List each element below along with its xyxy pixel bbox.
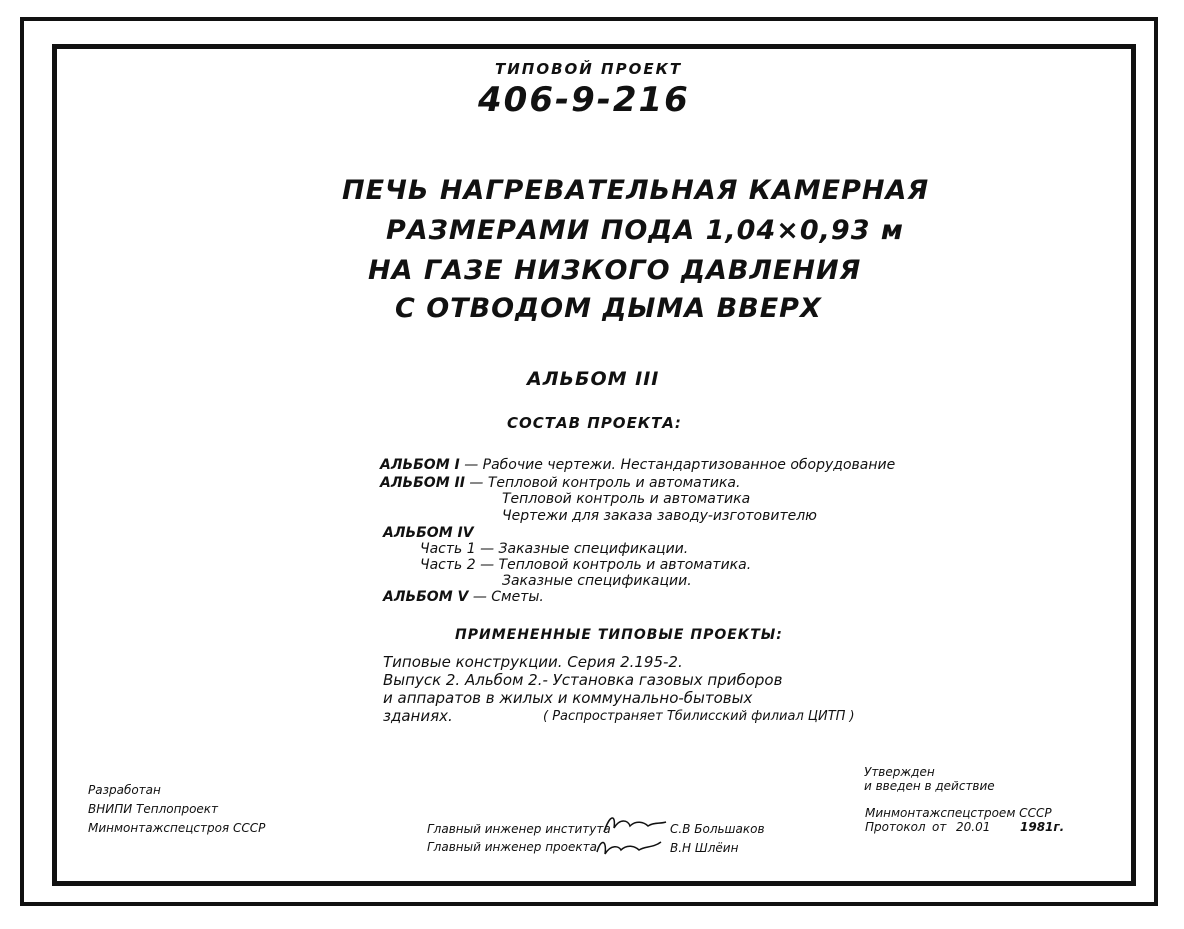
approved-label: Утвержден <box>864 765 935 779</box>
project-number: 406-9-216 <box>478 80 690 120</box>
title-line-4: С ОТВОДОМ ДЫМА ВВЕРХ <box>395 293 822 324</box>
list-item-label: АЛЬБОМ IV <box>383 525 474 541</box>
developed-label: Разработан <box>88 783 161 797</box>
applied-line: Выпуск 2. Альбом 2.- Установка газовых приборов <box>383 671 783 689</box>
list-item-text: Чертежи для заказа заводу-изготовителю <box>502 508 817 524</box>
list-item-label: Часть 2 <box>420 557 476 573</box>
composition-heading: СОСТАВ ПРОЕКТА: <box>507 414 682 432</box>
list-item <box>380 457 895 473</box>
chief-project-label: Главный инженер проекта <box>427 840 597 854</box>
protocol-date-prefix: от <box>932 820 947 834</box>
list-item <box>502 491 750 507</box>
title-line-2: РАЗМЕРАМИ ПОДА 1,04×0,93 м <box>386 215 904 246</box>
list-item-text: Заказные спецификации. <box>502 573 692 589</box>
list-item <box>383 589 544 605</box>
protocol-date: 20.01 <box>956 820 991 834</box>
chief-project-name: В.Н Шлёин <box>670 841 739 855</box>
list-item <box>380 475 740 491</box>
list-item <box>502 573 692 589</box>
signature-mark <box>593 832 665 860</box>
applied-projects-heading: ПРИМЕНЕННЫЕ ТИПОВЫЕ ПРОЕКТЫ: <box>455 627 783 643</box>
project-type-label: ТИПОВОЙ ПРОЕКТ <box>495 60 683 78</box>
developer-org: ВНИПИ Теплопроект <box>88 802 219 816</box>
title-line-1: ПЕЧЬ НАГРЕВАТЕЛЬНАЯ КАМЕРНАЯ <box>342 175 930 206</box>
list-item-text: — Сметы. <box>472 589 544 605</box>
applied-line: зданиях. <box>383 707 453 725</box>
chief-institute-name: С.В Большаков <box>670 822 765 836</box>
list-item-label: АЛЬБОМ I <box>380 457 460 473</box>
applied-line: и аппаратов в жилых и коммунально-бытовых <box>383 689 753 707</box>
list-item-text: Тепловой контроль и автоматика <box>502 491 751 507</box>
list-item <box>420 557 751 573</box>
developer-ministry: Минмонтажспецстроя СССР <box>88 821 266 835</box>
list-item-text: — Рабочие чертежи. Нестандартизованное оборудование <box>464 457 896 473</box>
approved-enacted: и введен в действие <box>864 779 995 793</box>
approval-org: Минмонтажспецстроем СССР <box>865 806 1052 820</box>
applied-line: Типовые конструкции. Серия 2.195-2. <box>383 653 683 671</box>
list-item-label: Часть 1 <box>420 541 476 557</box>
list-item <box>420 541 688 557</box>
list-item-text: — Тепловой контроль и автоматика. <box>480 557 752 573</box>
list-item-label: АЛЬБОМ V <box>383 589 469 605</box>
title-line-3: НА ГАЗЕ НИЗКОГО ДАВЛЕНИЯ <box>368 255 862 286</box>
protocol-label: Протокол <box>865 820 926 834</box>
list-item-text: — Заказные спецификации. <box>480 541 689 557</box>
chief-institute-label: Главный инженер института <box>427 822 611 836</box>
list-item <box>383 525 474 541</box>
distribution-note: ( Распространяет Тбилисский филиал ЦИТП ) <box>543 709 855 724</box>
album-number: АЛЬБОМ III <box>527 368 660 390</box>
list-item-text: — Тепловой контроль и автоматика. <box>469 475 741 491</box>
list-item-label: АЛЬБОМ II <box>380 475 465 491</box>
protocol-year: 1981г. <box>1020 820 1065 834</box>
list-item <box>502 508 817 524</box>
